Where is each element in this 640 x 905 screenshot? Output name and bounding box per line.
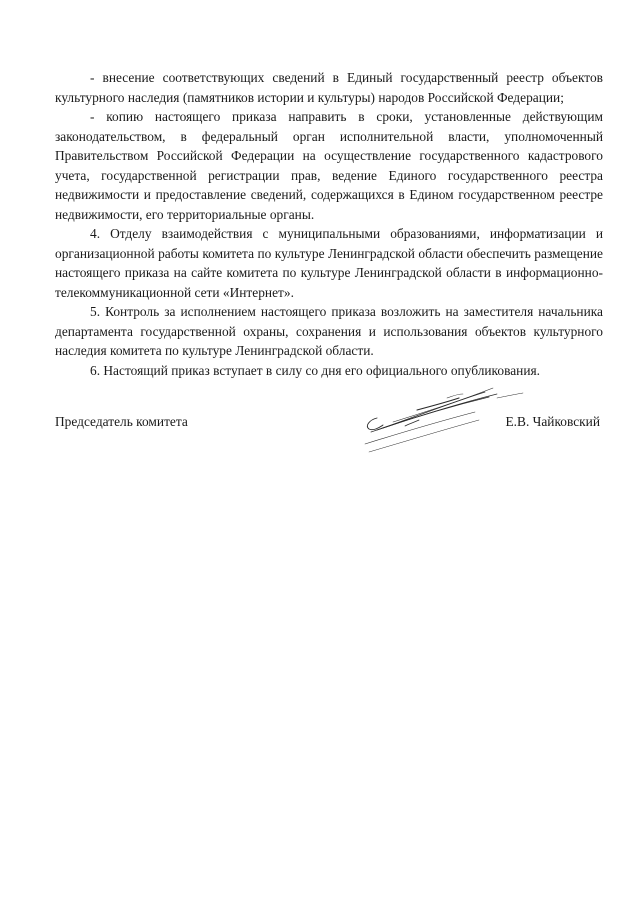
signatory-title: Председатель комитета: [55, 414, 188, 429]
paragraph-send-copy: - копию настоящего приказа направить в сроки, установленные действующим законодательством, в федеральный орган исполнительной власти, уполномоченный Правительством Российской Федерации на осуществление государственного кадастрового учета, государственной регистрации прав, ведение Единого государственного реестра недвижимости и предоставление сведений, содержащихся в Едином государственном реестре недвижимости, его территориальные органы.: [55, 109, 603, 222]
paragraph-item-5: 5. Контроль за исполнением настоящего приказа возложить на заместителя начальника департамента государственной охраны, сохранения и использования объектов культурного наследия комитета по культуре Ленинградской области.: [55, 304, 603, 358]
signature-block: [55, 412, 600, 482]
paragraph-item-6: 6. Настоящий приказ вступает в силу со дня его официального опубликования.: [90, 362, 540, 378]
document-body: [55, 68, 603, 380]
paragraph-item-4: 4. Отделу взаимодействия с муниципальными образованиями, информатизации и организационной работы комитета по культуре Ленинградской области обеспечить размещение настоящего приказа на сайте комитета по культуре Ленинградской области в информационно-телекоммуникационной сети «Интернет».: [55, 226, 603, 300]
paragraph-registry-entry: - внесение соответствующих сведений в Единый государственный реестр объектов культурного наследия (памятников истории и культуры) народов Российской Федерации;: [55, 70, 603, 105]
handwritten-signature: [307, 382, 527, 472]
signatory-name: Е.В. Чайковский: [505, 414, 600, 429]
